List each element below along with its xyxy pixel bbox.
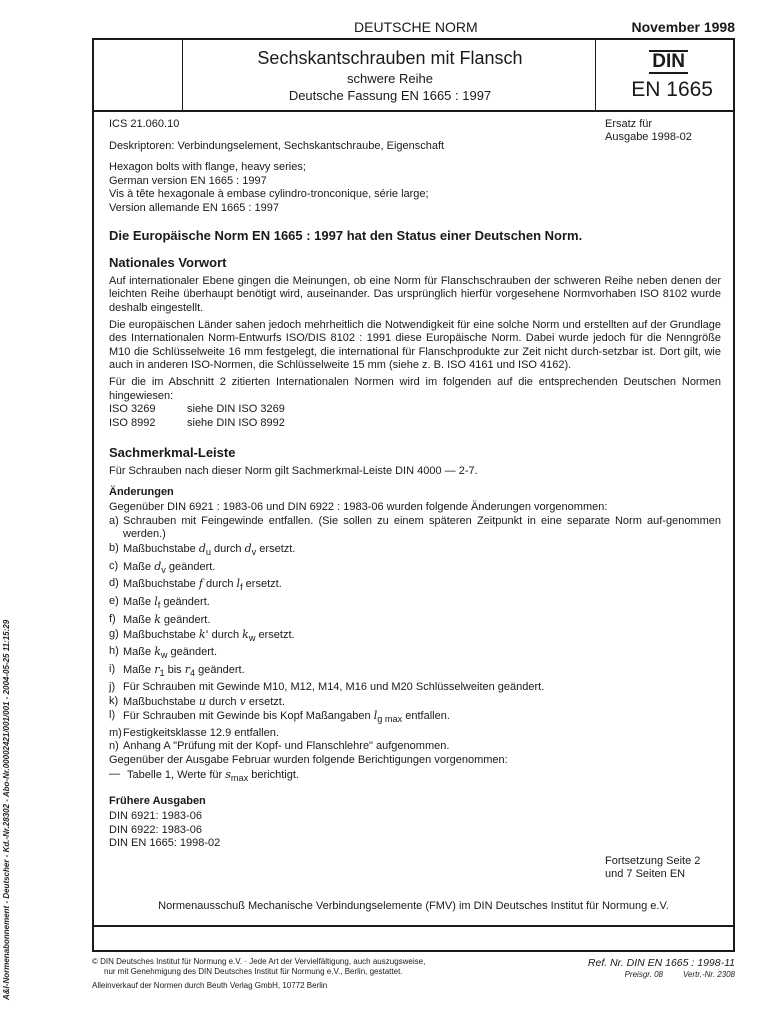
change-item: [109, 740, 721, 754]
document-version: Deutsche Fassung EN 1665 : 1997: [288, 88, 492, 103]
item-marker: h): [109, 645, 119, 658]
correction-item: [109, 768, 721, 786]
text-run: geändert.: [160, 596, 210, 609]
replaces-line-1: Ersatz für: [605, 118, 653, 130]
change-item: [109, 613, 721, 628]
change-item: [109, 515, 721, 542]
committee-line: Normenausschuß Mechanische Verbindungselemente (FMV) im DIN Deutsches Institut für Normung e.V.: [158, 900, 669, 912]
ics-code: ICS 21.060.10: [109, 118, 180, 130]
header-left-cell: [94, 40, 183, 110]
text-run: ersetzt.: [255, 628, 295, 641]
change-item: [109, 681, 721, 695]
subscript: 1: [159, 668, 165, 679]
iso-number: ISO 8992: [109, 416, 156, 429]
copyright-notice: [92, 957, 425, 976]
subscription-watermark: A&I-Normenabonnement - Deutscher - Kd.-Nr.28302 - Abo-Nr.00002421/001/001 - 2004-05-25 11:15:29: [2, 619, 11, 1000]
item-marker: b): [109, 541, 119, 554]
symbol: d: [154, 559, 162, 573]
bottom-divider: [94, 925, 733, 927]
text-run: ersetzt.: [242, 578, 282, 591]
change-item: [109, 595, 721, 613]
iso-reference-row: [109, 403, 721, 417]
text-run: berichtigt.: [248, 768, 299, 781]
item-marker: c): [109, 559, 119, 572]
continuation-line-2: und 7 Seiten EN: [605, 868, 686, 880]
aenderungen-intro: Gegenüber DIN 6921 : 1983-06 und DIN 6922 : 1983-06 wurden folgende Änderungen vorgenommen:: [109, 501, 608, 514]
symbol: v: [239, 694, 246, 708]
copyright-line-2: nur mit Genehmigung des DIN Deutsches Institut für Normung e.V., Berlin, gestattet.: [104, 966, 403, 976]
symbol: k: [154, 612, 161, 626]
text-run: entfallen.: [402, 710, 450, 723]
symbol: s: [225, 767, 231, 781]
iso-number: ISO 3269: [109, 403, 156, 416]
change-item: [109, 695, 721, 710]
previous-edition: DIN 6921: 1983-06: [109, 810, 202, 823]
item-marker: j): [109, 680, 116, 693]
text-run: ersetzt.: [256, 542, 296, 555]
publication-date: November 1998: [631, 19, 735, 35]
vorwort-paragraph: Auf internationaler Ebene gingen die Meinungen, ob eine Norm für Flanschschrauben der schweren Reihe neben denen der leichten Reihe überhaupt benötigt wird, auseinander. Das ursprünglich hierfür vorgesehene Normvorhaben ISO 8102 wurde deshalb eingestellt.: [109, 274, 721, 314]
item-text: [123, 577, 721, 595]
title-header: [94, 40, 733, 112]
text-run: Maße: [123, 664, 155, 677]
correction-intro: Gegenüber der Ausgabe Februar wurden folgende Berichtigungen vorgenommen:: [109, 754, 508, 767]
symbol: d: [198, 541, 206, 555]
item-text: [123, 560, 721, 578]
subscript: w: [160, 650, 168, 661]
symbol: k: [242, 627, 249, 641]
text-run: ersetzt.: [245, 695, 285, 708]
alt-title-line: German version EN 1665 : 1997: [109, 174, 267, 187]
text-run: geändert.: [167, 646, 218, 659]
standard-type-label: DEUTSCHE NORM: [354, 19, 478, 35]
previous-edition: DIN EN 1665: 1998-02: [109, 837, 221, 850]
sales-notice: Alleinverkauf der Normen durch Beuth Verlag GmbH, 10772 Berlin: [92, 981, 328, 990]
din-reference: siehe DIN ISO 3269: [187, 403, 285, 416]
replaces-line-2: Ausgabe 1998-02: [605, 131, 692, 143]
change-item: [109, 663, 721, 681]
text-run: geändert.: [195, 664, 245, 677]
vertr-number: Vertr.-Nr. 2308: [682, 970, 735, 979]
text-run: Maßbuchstabe: [123, 628, 199, 641]
vorwort-heading: Nationales Vorwort: [109, 255, 227, 271]
copyright-line-1: © DIN Deutsches Institut für Normung e.V. · Jede Art der Vervielfältigung, auch auszugsweise,: [92, 957, 426, 966]
alternate-titles: [109, 161, 721, 215]
text-run: Maßbuchstabe: [123, 542, 199, 555]
descriptors: Deskriptoren: Verbindungselement, Sechskantschraube, Eigenschaft: [109, 139, 445, 152]
text-run: durch: [210, 542, 245, 555]
text-run: Maße: [123, 613, 155, 626]
subscript: 4: [190, 668, 196, 679]
vorwort-paragraph: Die europäischen Länder sahen jedoch mehrheitlich die Notwendigkeit für eine solche Norm und erstellten auf der Grundlage des Internationalen Norm-Entwurfs ISO/DIS 8102 : 1991 diese Europäische Norm. Dabei wurde jedoch für die Nenngröße M10 die Schlüsselweite 16 mm festgelegt, die international für Flanschprodukte zur Zeit nicht durch-setzbar ist. Dort gilt, wie auch in anderen ISO-Normen, die Schlüsselweite 15 mm (siehe z. B. ISO 4161 und ISO 4162).: [109, 318, 721, 372]
item-marker: a): [109, 514, 119, 527]
sachmerkmal-heading: Sachmerkmal-Leiste: [109, 445, 236, 461]
aenderungen-heading: Änderungen: [109, 486, 174, 499]
change-item: [109, 577, 721, 595]
text-run: durch: [208, 628, 243, 641]
text-run: Maße: [123, 596, 155, 609]
change-item: [109, 709, 721, 727]
item-text: [123, 628, 721, 646]
symbol: l: [154, 595, 158, 609]
document-subtitle: schwere Reihe: [347, 71, 433, 86]
previous-edition: DIN 6922: 1983-06: [109, 823, 202, 836]
document-frame: [92, 38, 735, 952]
item-text: Festigkeitsklasse 12.9 entfallen.: [123, 726, 279, 739]
header-right-cell: [595, 40, 733, 110]
document-title: Sechskantschrauben mit Flansch: [257, 48, 523, 68]
item-marker: —: [109, 767, 120, 780]
change-item: [109, 542, 721, 560]
din-logo: DIN: [649, 50, 688, 74]
symbol: k: [154, 645, 161, 659]
sachmerkmal-text: Für Schrauben nach dieser Norm gilt Sachmerkmal-Leiste DIN 4000 — 2-7.: [109, 464, 478, 477]
item-text: Schrauben mit Feingewinde entfallen. (Sie sollen zu einem späteren Zeitpunkt in eine separate Norm auf-genommen werden.): [123, 514, 721, 541]
document-body: [109, 118, 721, 851]
symbol: r: [184, 663, 190, 677]
change-item: [109, 727, 721, 741]
text-run: Maßbuchstabe: [123, 578, 199, 591]
item-text: Für Schrauben mit Gewinde M10, M12, M14, M16 und M20 Schlüsselweiten geändert.: [123, 680, 545, 693]
change-item: [109, 560, 721, 578]
text-run: geändert.: [165, 560, 216, 573]
text-run: Maße: [123, 646, 155, 659]
item-marker: d): [109, 577, 119, 590]
item-marker: g): [109, 627, 119, 640]
din-number: EN 1665: [631, 78, 713, 101]
iso-reference-row: [109, 417, 721, 431]
item-marker: e): [109, 595, 119, 608]
item-text: [123, 645, 721, 663]
symbol: f: [198, 577, 203, 591]
item-marker: l): [109, 709, 116, 722]
text-run: Für Schrauben mit Gewinde bis Kopf Maßangaben: [123, 710, 374, 723]
text-run: durch: [202, 578, 237, 591]
symbol: r: [154, 663, 160, 677]
continuation-note: [605, 855, 715, 881]
subscript: f: [240, 582, 243, 593]
subscript: f: [157, 600, 161, 611]
price-group: Preisgr. 08: [624, 970, 663, 979]
item-text: Anhang A "Prüfung mit der Kopf- und Flanschlehre" aufgenommen.: [123, 740, 450, 753]
continuation-line-1: Fortsetzung Seite 2: [605, 855, 701, 867]
fruehere-heading: Frühere Ausgaben: [109, 795, 206, 808]
symbol: k': [198, 627, 209, 641]
text-run: Maße: [123, 560, 155, 573]
vorwort-paragraph: Für die im Abschnitt 2 zitierten Internationalen Normen wird im folgenden auf die entsprechenden Deutschen Normen hingewiesen:: [109, 375, 721, 402]
text-run: Tabelle 1, Werte für: [127, 768, 226, 781]
item-text: [123, 709, 721, 727]
subscript: v: [251, 547, 257, 558]
alt-title-line: Hexagon bolts with flange, heavy series;: [109, 161, 306, 174]
symbol: d: [244, 541, 252, 555]
item-marker: m): [109, 726, 122, 739]
symbol: l: [236, 577, 241, 591]
item-text: [127, 768, 721, 786]
subscript: u: [205, 547, 211, 558]
subscript: w: [248, 632, 256, 643]
alt-title-line: Version allemande EN 1665 : 1997: [109, 201, 280, 214]
item-text: [123, 542, 721, 560]
item-text: [123, 695, 721, 710]
change-item: [109, 645, 721, 663]
item-marker: f): [109, 612, 116, 625]
din-reference: siehe DIN ISO 8992: [187, 416, 285, 429]
text-run: geändert.: [160, 613, 211, 626]
status-statement: Die Europäische Norm EN 1665 : 1997 hat den Status einer Deutschen Norm.: [109, 227, 583, 243]
text-run: Maßbuchstabe: [123, 695, 199, 708]
item-marker: i): [109, 663, 116, 676]
subscript: g max: [377, 714, 403, 725]
item-text: [123, 595, 721, 613]
subscript: v: [161, 564, 166, 575]
item-text: [123, 663, 721, 681]
symbol: l: [373, 709, 378, 723]
change-item: [109, 628, 721, 646]
symbol: u: [198, 694, 206, 708]
text-run: bis: [164, 664, 185, 677]
item-marker: k): [109, 694, 119, 707]
alt-title-line: Vis à tête hexagonale à embase cylindro-tronconique, série large;: [109, 188, 429, 201]
reference-number: Ref. Nr. DIN EN 1665 : 1998-11: [587, 957, 735, 969]
item-marker: n): [109, 740, 119, 753]
price-info: [625, 970, 735, 979]
item-text: [123, 613, 721, 628]
text-run: durch: [205, 695, 240, 708]
subscript: max: [230, 772, 249, 783]
